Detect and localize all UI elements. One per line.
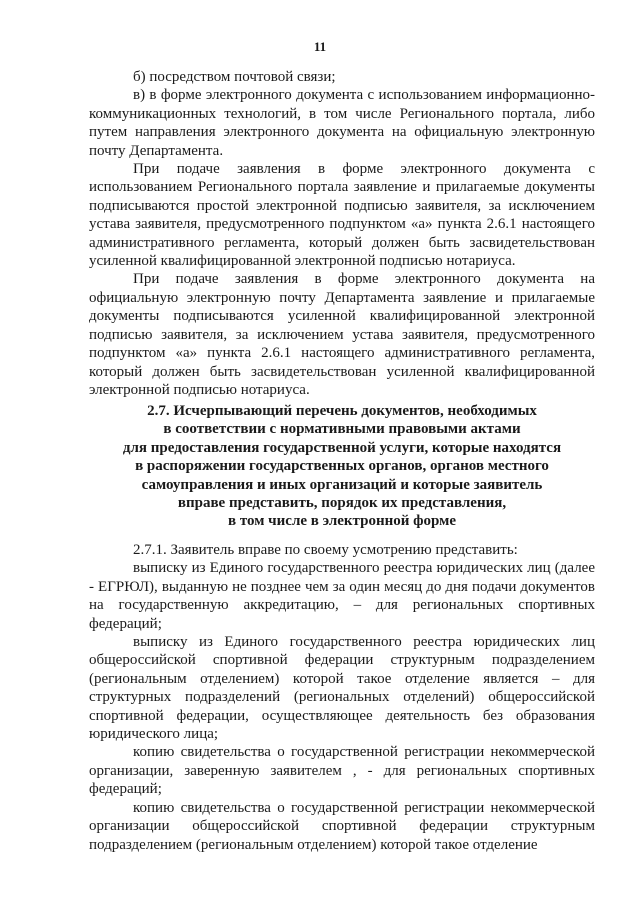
paragraph-registration-certificate: копию свидетельства о государственной регистрации некоммерческой организации, заверенную заявителем , - для региональных спортивных федераций; bbox=[89, 744, 595, 798]
paragraph-federation-certificate: копию свидетельства о государственной регистрации некоммерческой организации общероссийской спортивной федерации структурным подразделением (региональным отделением) которой такое отделение bbox=[89, 799, 595, 853]
heading-line: для предоставления государственной услуги, которые находятся bbox=[122, 439, 562, 456]
page-number: 11 bbox=[313, 39, 327, 54]
paragraph-regional-portal: При подаче заявления в форме электронного документа с использованием Регионального портала заявление и прилагаемые документы подписываются простой электронной подписью заявителя, за исключением устава заявителя, предусмотренного подпунктом «а» пункта 2.6.1 настоящего административного регламента, который должен быть засвидетельствован усиленной квалифицированной электронной подписью нотариуса. bbox=[89, 161, 595, 270]
top-text-block bbox=[89, 68, 595, 399]
heading-line: в соответствии с нормативными правовыми актами bbox=[163, 421, 521, 438]
heading-line: в распоряжении государственных органов, органов местного bbox=[135, 458, 549, 475]
heading-line: в том числе в электронной форме bbox=[227, 513, 456, 530]
heading-line: самоуправления и иных организаций и которые заявитель bbox=[141, 476, 543, 493]
paragraph-postal: б) посредством почтовой связи; bbox=[133, 69, 336, 85]
paragraph-egrul-extract: выписку из Единого государственного реестра юридических лиц (далее - ЕГРЮЛ), выданную не позднее чем за один месяц до дня подачи документов на государственную аккредитацию, – для региональных спортивных федераций; bbox=[89, 560, 595, 632]
section-heading bbox=[89, 402, 595, 531]
paragraph-2-7-1: 2.7.1. Заявитель вправе по своему усмотрению представить: bbox=[133, 542, 518, 558]
heading-line: вправе представить, порядок их представления, bbox=[177, 495, 507, 512]
paragraph-official-email: При подаче заявления в форме электронного документа на официальную электронную почту Департамента заявление и прилагаемые документы подписываются усиленной квалифицированной электронной подписью заявителя, за исключением устава заявителя, предусмотренного подпунктом «а» пункта 2.6.1 настоящего административного регламента, который должен быть засвидетельствован усиленной квалифицированной электронной подписью нотариуса. bbox=[89, 271, 595, 398]
section-body bbox=[89, 541, 595, 854]
heading-line: 2.7. Исчерпывающий перечень документов, необходимых bbox=[147, 403, 537, 419]
paragraph-federation-extract: выписку из Единого государственного реестра юридических лиц общероссийской спортивной федерации структурным подразделением (региональным отделением) которой такое отделение является – для структурных подразделений (региональных отделений) общероссийской спортивной федерации, осуществляющее деятельность без образования юридического лица; bbox=[89, 634, 595, 743]
paragraph-electronic-form: в) в форме электронного документа с использованием информационно-коммуникационных технологий, в том числе Регионального портала, либо путем направления электронного документа на официальную электронную почту Департамента. bbox=[89, 87, 595, 159]
